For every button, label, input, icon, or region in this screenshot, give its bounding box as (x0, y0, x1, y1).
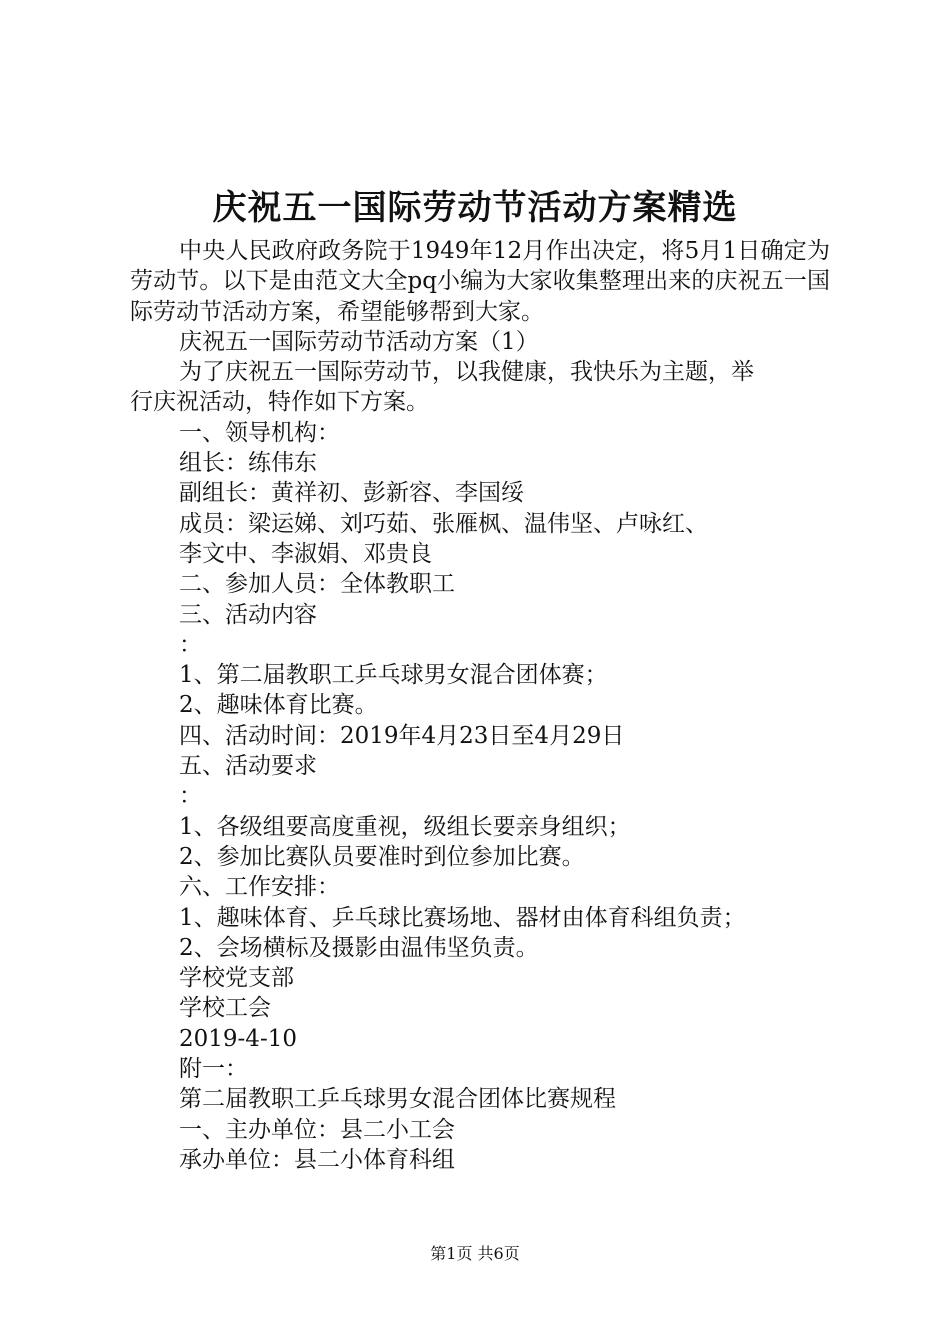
leader-line: 组长：练伟东 (179, 450, 317, 477)
time-line: 四、活动时间：2019年4月23日至4月29日 (179, 722, 625, 749)
document-body (130, 236, 830, 1175)
requirement-item-1: 1、各级组要高度重视，级组长要亲身组织； (179, 813, 631, 840)
requirements-heading: 五、活动要求 (179, 753, 317, 780)
content-item-1: 1、第二届教职工乒乓球男女混合团体赛； (179, 662, 608, 689)
content-colon: ： (179, 631, 202, 658)
co-organizer-line: 承办单位：县二小体育科组 (179, 1146, 455, 1173)
deputy-leader-line: 副组长：黄祥初、彭新容、李国绥 (179, 480, 524, 507)
page-number-footer: 第1页 共6页 (430, 1244, 520, 1263)
signature-party-branch: 学校党支部 (179, 965, 294, 992)
members-line-1: 成员：梁运娣、刘巧茹、张雁枫、温伟坚、卢咏红、 (179, 510, 708, 537)
content-item-2: 2、趣味体育比赛。 (179, 692, 378, 719)
appendix-heading: 附一： (179, 1056, 248, 1083)
signature-union: 学校工会 (179, 995, 271, 1022)
arrangement-item-2: 2、会场横标及摄影由温伟坚负责。 (179, 934, 539, 961)
purpose-line-2: 行庆祝活动，特作如下方案。 (130, 389, 429, 416)
arrangement-heading: 六、工作安排： (179, 874, 340, 901)
requirements-colon: ： (179, 783, 202, 810)
signature-date: 2019-4-10 (179, 1025, 297, 1052)
content-heading: 三、活动内容 (179, 601, 317, 628)
leadership-heading: 一、领导机构： (179, 419, 340, 446)
purpose-line-1: 为了庆祝五一国际劳动节，以我健康，我快乐为主题，举 (179, 359, 754, 386)
section-heading-plan-1: 庆祝五一国际劳动节活动方案（1） (179, 328, 539, 355)
document-title: 庆祝五一国际劳动节活动方案精选 (212, 188, 738, 228)
arrangement-item-1: 1、趣味体育、乒乓球比赛场地、器材由体育科组负责； (179, 904, 746, 931)
requirement-item-2: 2、参加比赛队员要准时到位参加比赛。 (179, 843, 585, 870)
appendix-title: 第二届教职工乒乓球男女混合团体比赛规程 (179, 1086, 616, 1113)
organizer-line: 一、主办单位：县二小工会 (179, 1116, 455, 1143)
members-line-2: 李文中、李淑娟、邓贵良 (179, 540, 432, 567)
intro-paragraph: 中央人民政府政务院于1949年12月作出决定，将5月1日确定为劳动节。以下是由范文大全pq小编为大家收集整理出来的庆祝五一国际劳动节活动方案，希望能够帮到大家。 (130, 238, 830, 325)
participants-line: 二、参加人员：全体教职工 (179, 571, 455, 598)
